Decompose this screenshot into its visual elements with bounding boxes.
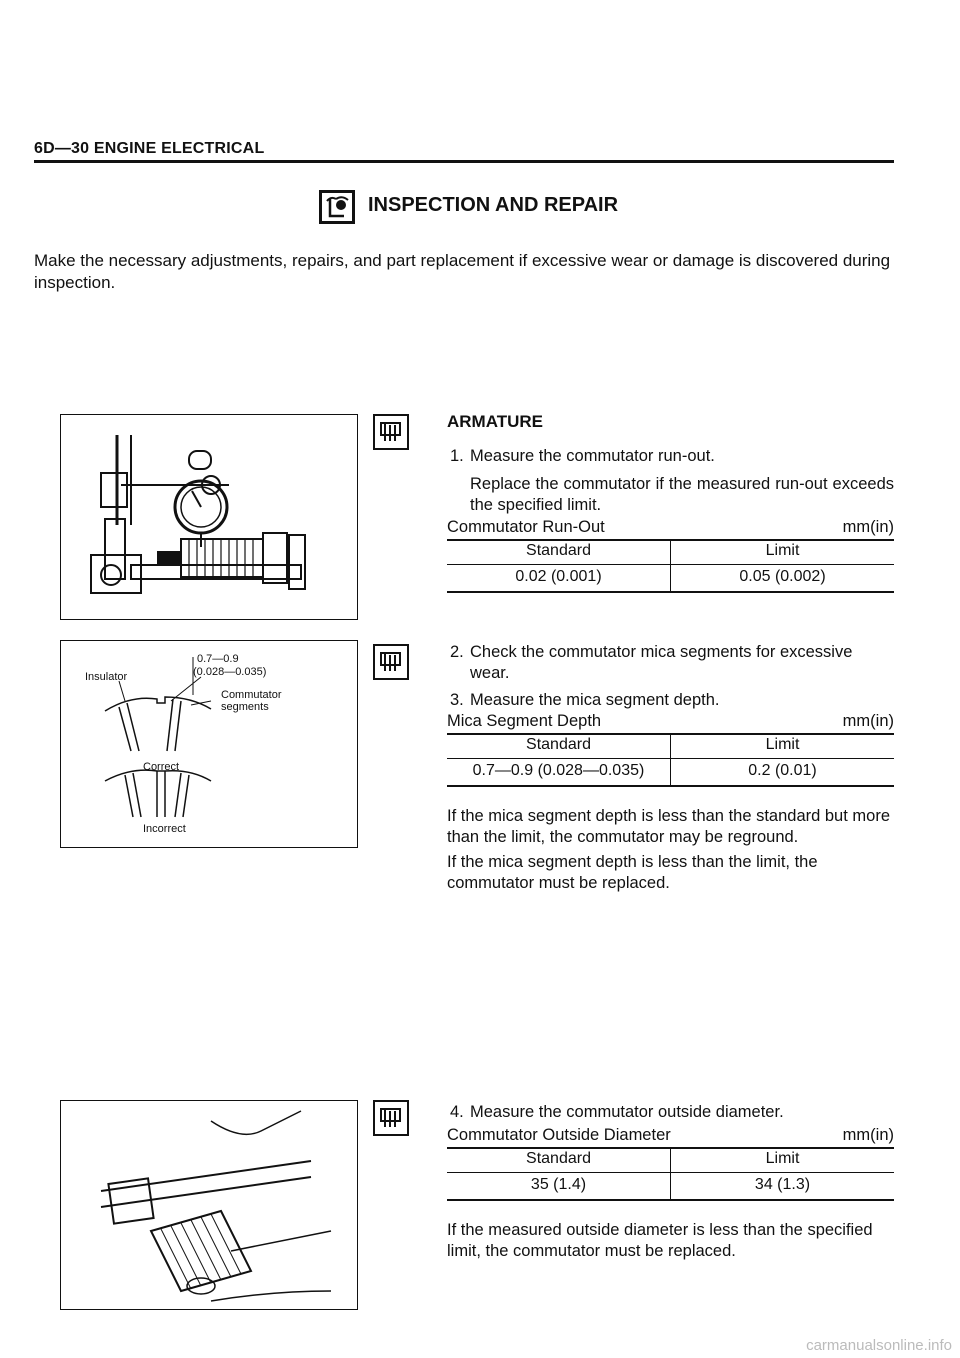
table-unit: mm(in) bbox=[842, 712, 894, 730]
depth-label: 0.7—0.9 bbox=[197, 653, 239, 665]
table-header-cell: Standard bbox=[526, 736, 591, 753]
dial-gauge-illustration bbox=[61, 415, 357, 619]
table-rule bbox=[447, 591, 894, 593]
table-unit: mm(in) bbox=[842, 518, 894, 536]
table-header-cell: Standard bbox=[526, 1150, 591, 1167]
paragraph: If the mica segment depth is less than the standard but more than the limit, the commutator may be reground. bbox=[447, 807, 890, 846]
header-rule bbox=[34, 160, 894, 163]
service-manual-icon bbox=[373, 1100, 409, 1136]
segments-label: segments bbox=[221, 701, 269, 713]
caliper-illustration bbox=[61, 1101, 357, 1309]
correct-label: Correct bbox=[143, 761, 180, 773]
page-title: INSPECTION AND REPAIR bbox=[368, 194, 619, 216]
incorrect-label: Incorrect bbox=[143, 823, 186, 835]
step-text: Measure the commutator outside diameter. bbox=[470, 1103, 784, 1121]
table-title: Commutator Outside Diameter bbox=[447, 1126, 671, 1144]
service-manual-icon bbox=[373, 644, 409, 680]
table-rule bbox=[447, 785, 894, 787]
table-header-cell: Limit bbox=[765, 736, 800, 753]
table-unit: mm(in) bbox=[842, 1126, 894, 1144]
step-number: 3. bbox=[450, 691, 464, 709]
table-cell: 0.05 (0.002) bbox=[739, 568, 826, 585]
table-header-cell: Limit bbox=[765, 542, 800, 559]
diameter-figure bbox=[60, 1100, 358, 1310]
inspection-icon bbox=[319, 190, 355, 224]
table-cell: 0.02 (0.001) bbox=[515, 568, 602, 585]
watermark: carmanualsonline.info bbox=[806, 1337, 952, 1354]
runout-figure bbox=[60, 414, 358, 620]
table-header-cell: Limit bbox=[765, 1150, 800, 1167]
paragraph: If the mica segment depth is less than the limit, the commutator must be replaced. bbox=[447, 853, 818, 892]
step-text: Check the commutator mica segments for excessive wear. bbox=[470, 643, 853, 682]
mica-figure bbox=[60, 640, 358, 848]
table-header-cell: Standard bbox=[526, 542, 591, 559]
page-header: 6D—30 ENGINE ELECTRICAL bbox=[34, 140, 265, 157]
table-cell: 34 (1.3) bbox=[754, 1176, 811, 1193]
table-title: Commutator Run-Out bbox=[447, 518, 605, 536]
section-heading: ARMATURE bbox=[447, 412, 544, 431]
insulator-label: Insulator bbox=[85, 671, 128, 683]
step-number: 1. bbox=[450, 447, 464, 465]
table-title: Mica Segment Depth bbox=[447, 712, 602, 730]
step-text: Measure the mica segment depth. bbox=[470, 691, 720, 709]
paragraph: If the measured outside diameter is less than the specified limit, the commutator must be replaced. bbox=[447, 1221, 873, 1260]
service-manual-icon bbox=[373, 414, 409, 450]
intro-text: Make the necessary adjustments, repairs, and part replacement if excessive wear or damage is discovered during inspection. bbox=[34, 251, 891, 292]
table-divider bbox=[670, 734, 671, 785]
commutator-label: Commutator bbox=[221, 689, 282, 701]
table-cell: 0.7—0.9 (0.028—0.035) bbox=[472, 762, 645, 779]
table-cell: 35 (1.4) bbox=[530, 1176, 587, 1193]
table-cell: 0.2 (0.01) bbox=[748, 762, 817, 779]
step-subtext: Replace the commutator if the measured run-out exceeds the specified limit. bbox=[470, 475, 894, 514]
table-divider bbox=[670, 540, 671, 591]
step-text: Measure the commutator run-out. bbox=[470, 447, 715, 465]
depth-in-label: (0.028—0.035) bbox=[193, 666, 267, 678]
table-divider bbox=[670, 1148, 671, 1199]
table-rule bbox=[447, 1199, 894, 1201]
step-number: 4. bbox=[450, 1103, 464, 1121]
step-number: 2. bbox=[450, 643, 464, 661]
